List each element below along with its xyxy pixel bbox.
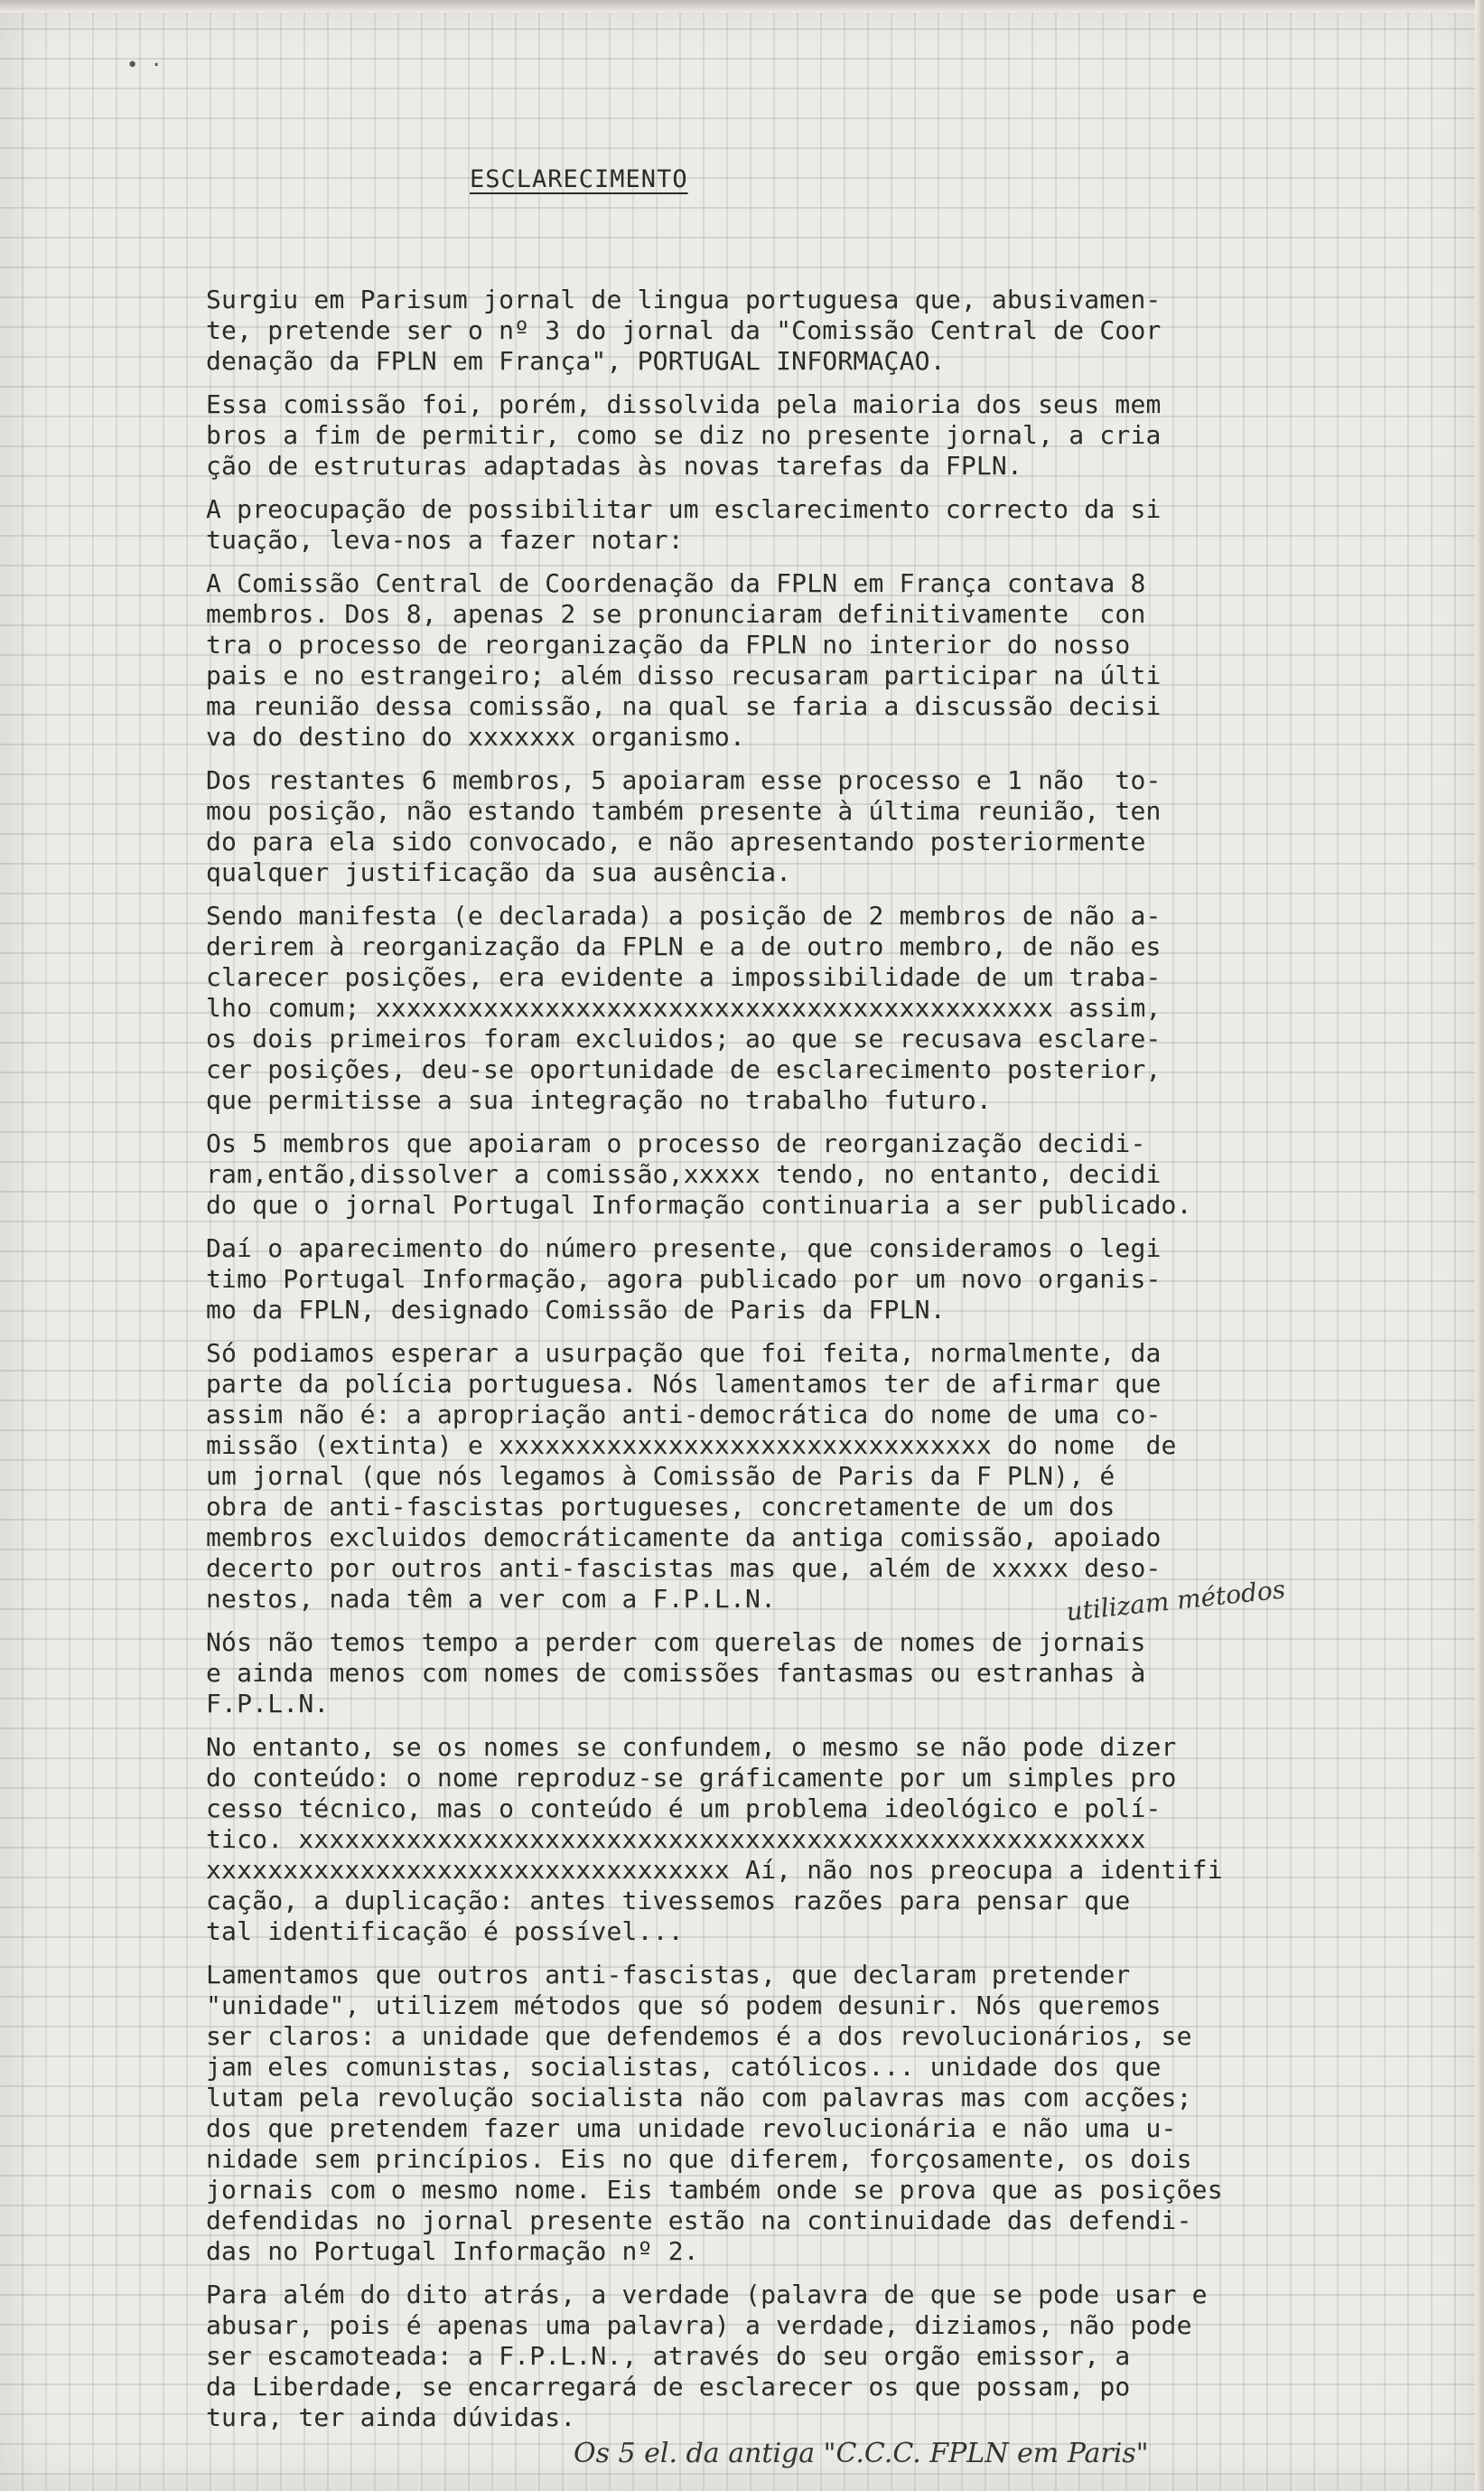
text-line: derirem à reorganização da FPLN e a de outro membro, de não es — [206, 932, 1162, 961]
text-line: Para além do dito atrás, a verdade (palavra de que se pode usar e — [206, 2280, 1208, 2309]
text-line: No entanto, se os nomes se confundem, o mesmo se não pode dizer — [206, 1732, 1177, 1762]
text-line: lho comum; xxxxxxxxxxxxxxxxxxxxxxxxxxxxxxxxxxxxxxxxxxxx assim, — [206, 993, 1162, 1023]
text-line: da Liberdade, se encarregará de esclarecer os que possam, po — [206, 2372, 1131, 2402]
text-line: Lamentamos que outros anti-fascistas, que declaram pretender — [206, 1960, 1131, 1990]
text-line: dos que pretendem fazer uma unidade revolucionária e não uma u- — [206, 2113, 1177, 2143]
text-line: ção de estruturas adaptadas às novas tarefas da FPLN. — [206, 451, 1023, 481]
text-line: jornais com o mesmo nome. Eis também onde se prova que as posições — [206, 2175, 1223, 2205]
text-line: membros excluidos democráticamente da antiga comissão, apoiado — [206, 1522, 1162, 1552]
text-line: ma reunião dessa comissão, na qual se faria a discussão decisi — [206, 691, 1162, 721]
text-line: do que o jornal Portugal Informação continuaria a ser publicado. — [206, 1190, 1192, 1220]
paragraph — [206, 1128, 1371, 1221]
paragraph — [206, 1732, 1371, 1947]
text-line: nestos, nada têm a ver com a F.P.L.N. — [206, 1584, 777, 1614]
paragraph — [206, 568, 1371, 753]
text-line: lutam pela revolução socialista não com palavras mas com acções; — [206, 2083, 1192, 2112]
paragraph — [206, 1960, 1371, 2267]
paragraph — [206, 389, 1371, 482]
text-line: ram,então,dissolver a comissão,xxxxx tendo, no entanto, decidi — [206, 1159, 1162, 1189]
text-line: tra o processo de reorganização da FPLN no interior do nosso — [206, 630, 1131, 660]
text-line: assim não é: a apropriação anti-democrática do nome de uma co- — [206, 1400, 1162, 1429]
text-line: tuação, leva-nos a fazer notar: — [206, 525, 684, 555]
paragraph — [206, 2280, 1371, 2433]
document-title: ESCLARECIMENTO — [470, 165, 688, 193]
page-right-edge — [1475, 0, 1484, 2491]
text-line: qualquer justificação da sua ausência. — [206, 857, 792, 887]
handwritten-signature: Os 5 el. da antiga "C.C.C. FPLN em Paris" — [574, 2438, 1149, 2469]
text-line: Sendo manifesta (e declarada) a posição de 2 membros de não a- — [206, 901, 1162, 931]
text-line: "unidade", utilizem métodos que só podem desunir. Nós queremos — [206, 1990, 1162, 2020]
paragraph — [206, 901, 1371, 1116]
text-line: obra de anti-fascistas portugueses, concretamente de um dos — [206, 1492, 1115, 1522]
text-line: abusar, pois é apenas uma palavra) a verdade, diziamos, não pode — [206, 2310, 1192, 2340]
paragraph — [206, 765, 1371, 888]
paragraph — [206, 1338, 1371, 1615]
handwritten-margin-note: utilizam métodos — [1064, 1574, 1287, 1627]
text-line: te, pretende ser o nº 3 do jornal da "Comissão Central de Coor — [206, 315, 1162, 345]
text-line: missão (extinta) e xxxxxxxxxxxxxxxxxxxxxxxxxxxxxxxx do nome de — [206, 1430, 1177, 1460]
text-line: os dois primeiros foram excluidos; ao que se recusava esclare- — [206, 1024, 1162, 1054]
text-line: Os 5 membros que apoiaram o processo de reorganização decidi- — [206, 1128, 1146, 1158]
text-line: bros a fim de permitir, como se diz no presente jornal, a cria — [206, 420, 1162, 450]
text-line: mo da FPLN, designado Comissão de Paris da FPLN. — [206, 1295, 946, 1325]
text-line: nidade sem princípios. Eis no que diferem, forçosamente, os dois — [206, 2144, 1192, 2174]
text-line: A preocupação de possibilitar um esclarecimento correcto da si — [206, 494, 1162, 524]
text-line: tico. xxxxxxxxxxxxxxxxxxxxxxxxxxxxxxxxxxxxxxxxxxxxxxxxxxxxxxx — [206, 1824, 1146, 1854]
text-line: denação da FPLN em França", PORTUGAL INFORMAÇAO. — [206, 346, 946, 376]
text-line: ser escamoteada: a F.P.L.N., através do seu orgão emissor, a — [206, 2341, 1131, 2371]
text-line: mou posição, não estando também presente à última reunião, ten — [206, 796, 1162, 826]
text-line: e ainda menos com nomes de comissões fantasmas ou estranhas à — [206, 1658, 1146, 1688]
page-top-edge — [0, 0, 1484, 13]
text-line: jam eles comunistas, socialistas, católicos... unidade dos que — [206, 2052, 1162, 2082]
text-line: defendidas no jornal presente estão na continuidade das defendi- — [206, 2205, 1192, 2235]
text-line: timo Portugal Informação, agora publicado por um novo organis- — [206, 1264, 1162, 1294]
text-line: membros. Dos 8, apenas 2 se pronunciaram definitivamente con — [206, 599, 1146, 629]
text-line: Nós não temos tempo a perder com querelas de nomes de jornais — [206, 1627, 1146, 1657]
text-line: Daí o aparecimento do número presente, que consideramos o legi — [206, 1233, 1162, 1263]
text-line: tura, ter ainda dúvidas. — [206, 2402, 576, 2432]
text-line: clarecer posições, era evidente a impossibilidade de um traba- — [206, 962, 1162, 992]
text-line: Essa comissão foi, porém, dissolvida pela maioria dos seus mem — [206, 389, 1162, 419]
text-line: cesso técnico, mas o conteúdo é um problema ideológico e polí- — [206, 1793, 1162, 1823]
ink-speck: • · — [126, 54, 163, 77]
text-line: Surgiu em Parisum jornal de lingua portuguesa que, abusivamen- — [206, 285, 1162, 314]
text-line: A Comissão Central de Coordenação da FPLN em França contava 8 — [206, 568, 1146, 598]
text-line: cação, a duplicação: antes tivessemos razões para pensar que — [206, 1886, 1131, 1915]
paragraph — [206, 285, 1371, 377]
paragraph — [206, 1627, 1371, 1719]
text-line: cer posições, deu-se oportunidade de esclarecimento posterior, — [206, 1054, 1162, 1084]
text-line: parte da polícia portuguesa. Nós lamentamos ter de afirmar que — [206, 1369, 1162, 1399]
document-body — [206, 285, 1371, 2446]
text-line: que permitisse a sua integração no trabalho futuro. — [206, 1085, 992, 1115]
text-line: do para ela sido convocado, e não apresentando posteriormente — [206, 827, 1146, 857]
paragraph — [206, 494, 1371, 556]
text-line: va do destino do xxxxxxx organismo. — [206, 722, 746, 752]
paragraph — [206, 1233, 1371, 1325]
text-line: do conteúdo: o nome reproduz-se gráficamente por um simples pro — [206, 1763, 1177, 1793]
text-line: Só podiamos esperar a usurpação que foi feita, normalmente, da — [206, 1338, 1162, 1368]
text-line: F.P.L.N. — [206, 1689, 330, 1718]
text-line: xxxxxxxxxxxxxxxxxxxxxxxxxxxxxxxxxx Aí, não nos preocupa a identifi — [206, 1855, 1223, 1885]
text-line: ser claros: a unidade que defendemos é a dos revolucionários, se — [206, 2021, 1192, 2051]
text-line: tal identificação é possível... — [206, 1916, 684, 1946]
text-line: pais e no estrangeiro; além disso recusaram participar na últi — [206, 660, 1162, 690]
text-line: um jornal (que nós legamos à Comissão de Paris da F PLN), é — [206, 1461, 1115, 1491]
text-line: decerto por outros anti-fascistas mas que, além de xxxxx deso- — [206, 1553, 1162, 1583]
text-line: das no Portugal Informação nº 2. — [206, 2236, 699, 2266]
text-line: Dos restantes 6 membros, 5 apoiaram esse processo e 1 não to- — [206, 765, 1162, 795]
